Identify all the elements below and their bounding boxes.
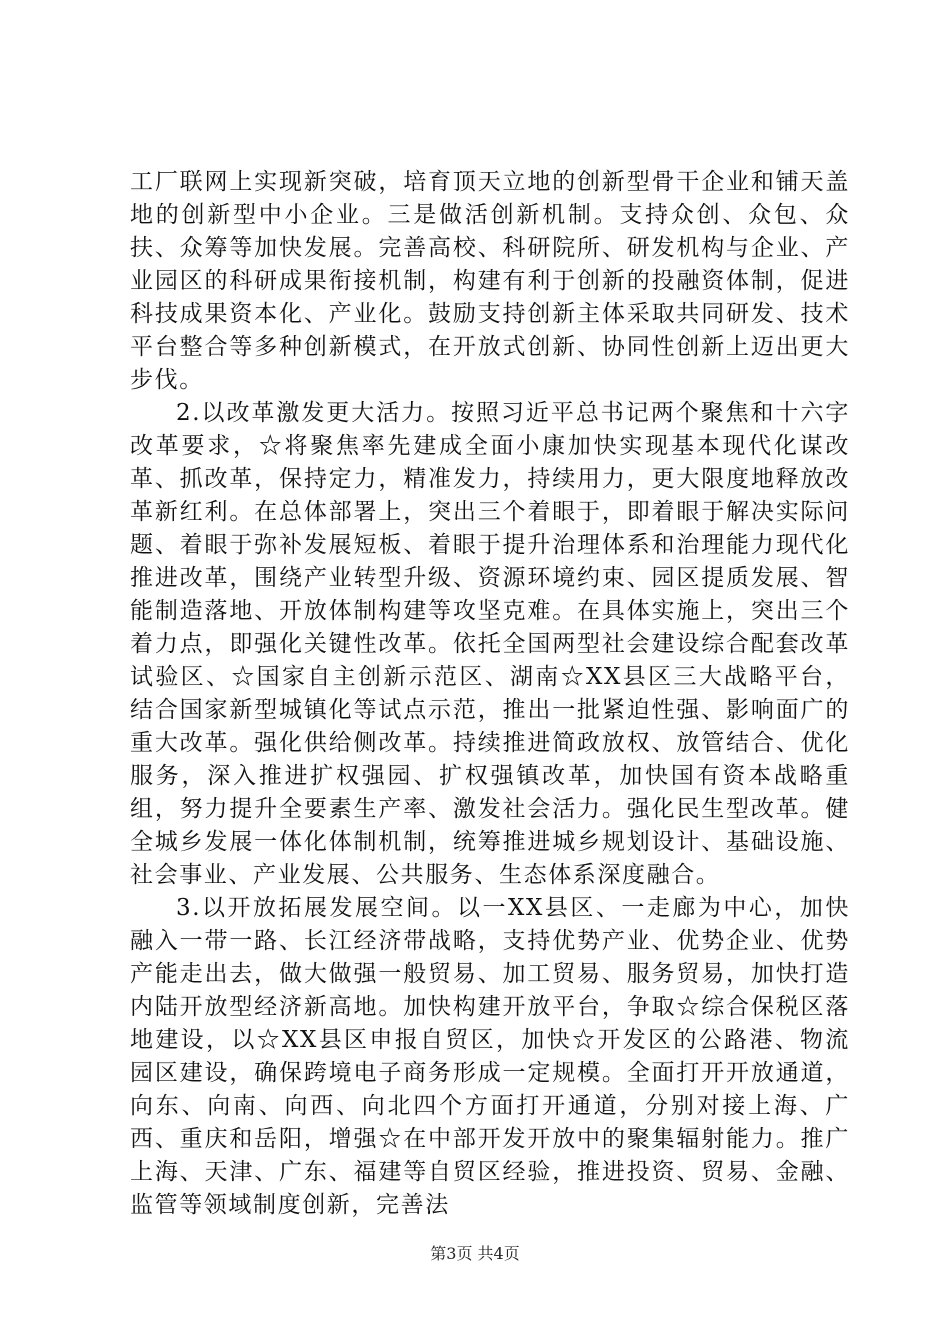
document-body	[130, 166, 850, 1222]
paragraph-continuation: 工厂联网上实现新突破，培育顶天立地的创新型骨干企业和铺天盖地的创新型中小企业。三是做活创新机制。支持众创、众包、众扶、众筹等加快发展。完善高校、科研院所、研发机构与企业、产业园区的科研成果衔接机制，构建有利于创新的投融资体制，促进科技成果资本化、产业化。鼓励支持创新主体采取共同研发、技术平台整合等多种创新模式，在开放式创新、协同性创新上迈出更大步伐。	[130, 169, 850, 393]
paragraph-opening: 3.以开放拓展发展空间。以一XX县区、一走廊为中心，加快融入一带一路、长江经济带战略，支持优势产业、优势企业、优势产能走出去，做大做强一般贸易、加工贸易、服务贸易，加快打造内陆开放型经济新高地。加快构建开放平台，争取☆综合保税区落地建设，以☆XX县区申报自贸区，加快☆开发区的公路港、物流园区建设，确保跨境电子商务形成一定规模。全面打开开放通道，向东、向南、向西、向北四个方面打开通道，分别对接上海、广西、重庆和岳阳，增强☆在中部开发开放中的聚集辐射能力。推广上海、天津、广东、福建等自贸区经验，推进投资、贸易、金融、监管等领域制度创新，完善法	[130, 895, 850, 1218]
paragraph-reform: 2.以改革激发更大活力。按照习近平总书记两个聚焦和十六字改革要求，☆将聚焦率先建成全面小康加快实现基本现代化谋改革、抓改革，保持定力，精准发力，持续用力，更大限度地释放改革新红利。在总体部署上，突出三个着眼于，即着眼于解决实际问题、着眼于弥补发展短板、着眼于提升治理体系和治理能力现代化推进改革，围绕产业转型升级、资源环境约束、园区提质发展、智能制造落地、开放体制构建等攻坚克难。在具体实施上，突出三个着力点，即强化关键性改革。依托全国两型社会建设综合配套改革试验区、☆国家自主创新示范区、湖南☆XX县区三大战略平台，结合国家新型城镇化等试点示范，推出一批紧迫性强、影响面广的重大改革。强化供给侧改革。持续推进简政放权、放管结合、优化服务，深入推进扩权强园、扩权强镇改革，加快国有资本战略重组，努力提升全要素生产率、激发社会活力。强化民生型改革。健全城乡发展一体化体制机制，统筹推进城乡规划设计、基础设施、社会事业、产业发展、公共服务、生态体系深度融合。	[130, 400, 850, 888]
page-footer: 第3页 共4页	[430, 1244, 520, 1263]
